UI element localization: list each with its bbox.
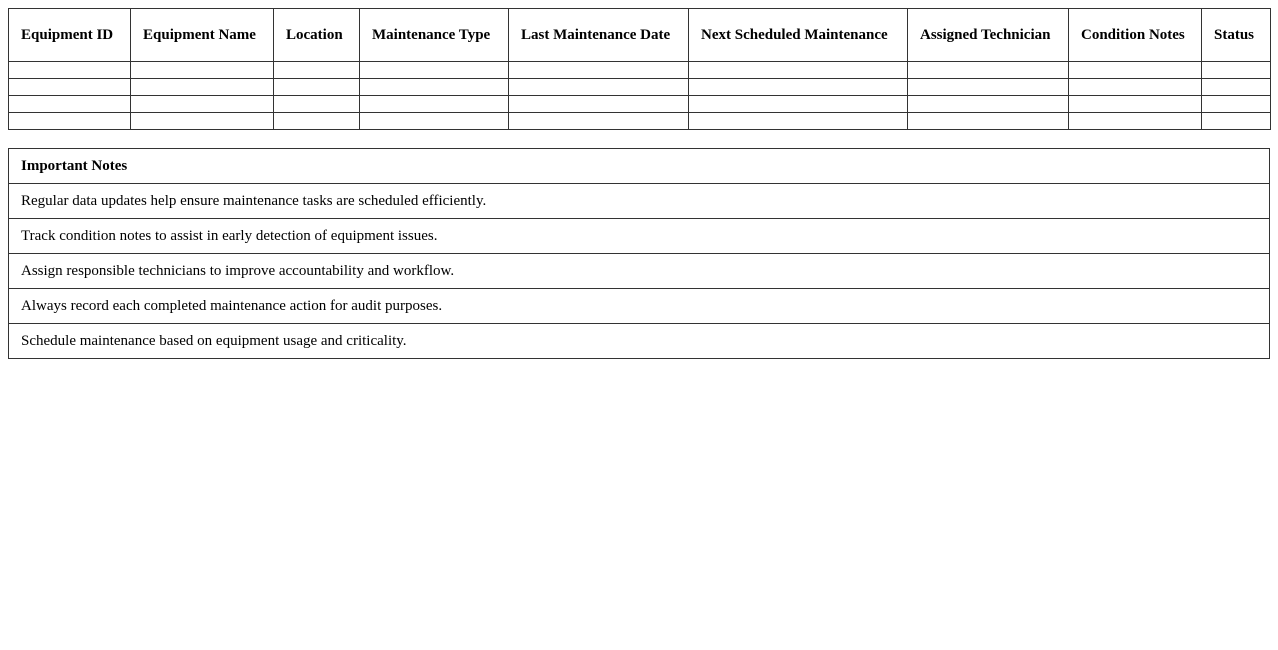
header-assigned-technician: Assigned Technician (908, 9, 1069, 62)
table-row (9, 96, 1271, 113)
table-cell[interactable] (9, 79, 131, 96)
table-cell[interactable] (360, 113, 509, 130)
table-cell[interactable] (131, 62, 274, 79)
table-cell[interactable] (509, 62, 689, 79)
table-cell[interactable] (9, 62, 131, 79)
table-cell[interactable] (274, 96, 360, 113)
table-cell[interactable] (908, 96, 1069, 113)
table-cell[interactable] (9, 96, 131, 113)
table-cell[interactable] (1069, 62, 1202, 79)
note-item: Schedule maintenance based on equipment usage and criticality. (9, 324, 1270, 359)
table-cell[interactable] (689, 62, 908, 79)
table-cell[interactable] (908, 113, 1069, 130)
table-cell[interactable] (274, 113, 360, 130)
table-cell[interactable] (1069, 113, 1202, 130)
header-row (9, 9, 1271, 62)
table-cell[interactable] (1069, 79, 1202, 96)
note-item: Always record each completed maintenance action for audit purposes. (9, 289, 1270, 324)
notes-title: Important Notes (9, 149, 1270, 184)
table-cell[interactable] (131, 113, 274, 130)
note-item: Track condition notes to assist in early detection of equipment issues. (9, 219, 1270, 254)
note-item: Regular data updates help ensure maintenance tasks are scheduled efficiently. (9, 184, 1270, 219)
maintenance-table (8, 8, 1271, 130)
table-row (9, 79, 1271, 96)
header-last-maintenance-date: Last Maintenance Date (509, 9, 689, 62)
table-cell[interactable] (1069, 96, 1202, 113)
table-row (9, 113, 1271, 130)
table-cell[interactable] (509, 79, 689, 96)
table-cell[interactable] (360, 96, 509, 113)
table-cell[interactable] (131, 96, 274, 113)
header-condition-notes: Condition Notes (1069, 9, 1202, 62)
header-equipment-id: Equipment ID (9, 9, 131, 62)
header-equipment-name: Equipment Name (131, 9, 274, 62)
table-cell[interactable] (274, 79, 360, 96)
note-item: Assign responsible technicians to improve accountability and workflow. (9, 254, 1270, 289)
header-maintenance-type: Maintenance Type (360, 9, 509, 62)
table-cell[interactable] (1202, 113, 1271, 130)
table-cell[interactable] (908, 79, 1069, 96)
table-cell[interactable] (1202, 79, 1271, 96)
table-cell[interactable] (9, 113, 131, 130)
table-cell[interactable] (509, 96, 689, 113)
header-next-scheduled-maintenance: Next Scheduled Maintenance (689, 9, 908, 62)
table-cell[interactable] (360, 79, 509, 96)
table-cell[interactable] (1202, 96, 1271, 113)
table-cell[interactable] (689, 113, 908, 130)
header-location: Location (274, 9, 360, 62)
important-notes-table (8, 148, 1270, 359)
table-cell[interactable] (908, 62, 1069, 79)
table-cell[interactable] (274, 62, 360, 79)
table-row (9, 62, 1271, 79)
table-cell[interactable] (689, 96, 908, 113)
table-cell[interactable] (1202, 62, 1271, 79)
header-status: Status (1202, 9, 1271, 62)
table-cell[interactable] (131, 79, 274, 96)
table-cell[interactable] (689, 79, 908, 96)
table-cell[interactable] (509, 113, 689, 130)
table-cell[interactable] (360, 62, 509, 79)
